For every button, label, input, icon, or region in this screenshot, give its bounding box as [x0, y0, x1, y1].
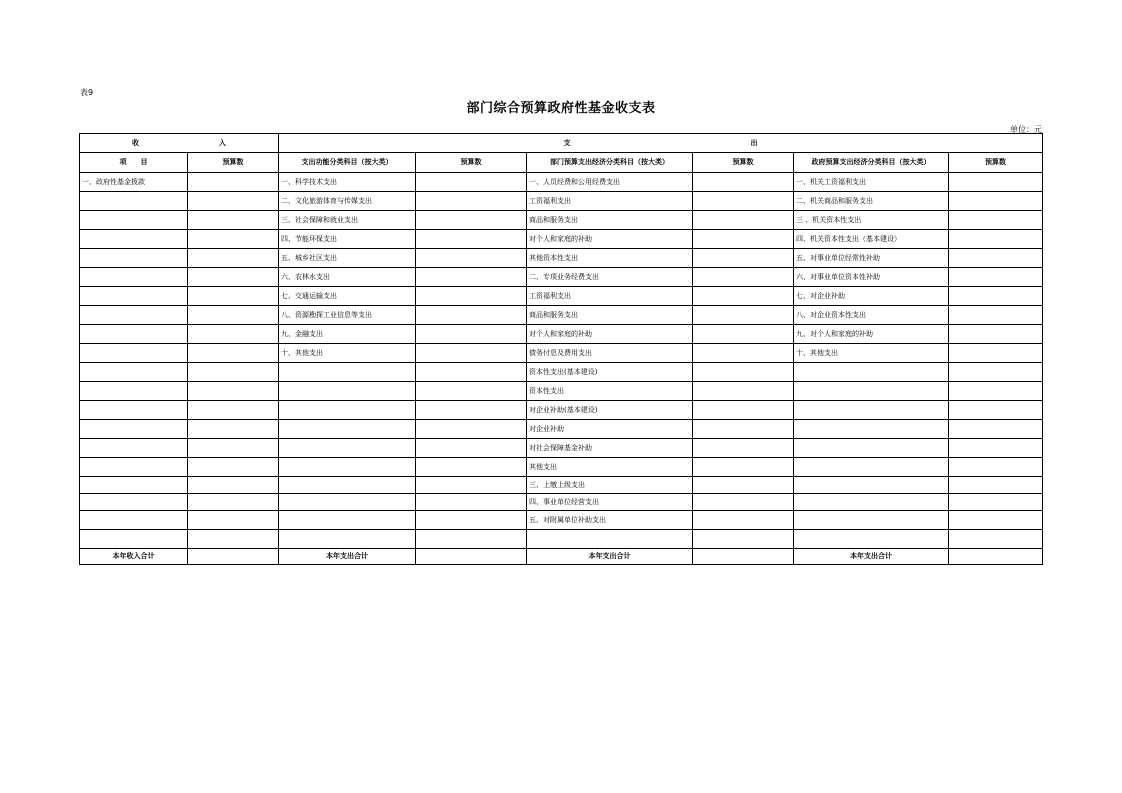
- table-row: [80, 287, 1043, 306]
- func-class-cell: [279, 458, 416, 477]
- gov-econ-cell: [794, 363, 949, 382]
- func-budget-cell: [416, 494, 527, 511]
- gov-econ-cell: [794, 401, 949, 420]
- gov-total-value: [949, 549, 1043, 565]
- dept-budget-cell: [693, 344, 794, 363]
- func-class-cell: [279, 363, 416, 382]
- gov-econ-cell: [794, 511, 949, 530]
- func-class-cell: 十、其他支出: [279, 344, 416, 363]
- func-class-cell: 一、科学技术支出: [279, 173, 416, 192]
- col-func-class: 支出功能分类科目（按大类）: [279, 153, 416, 173]
- table-number: 表9: [80, 88, 94, 97]
- income-item-cell: [80, 249, 188, 268]
- gov-budget-cell: [949, 401, 1043, 420]
- func-budget-cell: [416, 249, 527, 268]
- col-dept-econ-class: 部门预算支出经济分类科目（按大类）: [527, 153, 693, 173]
- income-item-cell: [80, 306, 188, 325]
- col-item-char-1: 项: [119, 158, 127, 166]
- gov-budget-cell: [949, 458, 1043, 477]
- gov-econ-cell: 三 、机关资本性支出: [794, 211, 949, 230]
- func-budget-cell: [416, 344, 527, 363]
- income-item-cell: [80, 230, 188, 249]
- income-item-cell: [80, 325, 188, 344]
- gov-econ-cell: 九、对个人和家庭的补助: [794, 325, 949, 344]
- table-row: [80, 306, 1043, 325]
- income-budget-cell: [188, 230, 279, 249]
- dept-budget-cell: [693, 230, 794, 249]
- table-row: [80, 344, 1043, 363]
- gov-econ-cell: [794, 420, 949, 439]
- dept-econ-cell: 工资福利支出: [527, 287, 693, 306]
- gov-budget-cell: [949, 439, 1043, 458]
- table-row: [80, 530, 1043, 549]
- func-budget-cell: [416, 192, 527, 211]
- income-header-char-1: 收: [132, 138, 139, 147]
- dept-econ-cell: 资本性支出(基本建设): [527, 363, 693, 382]
- col-income-budget: 预算数: [188, 153, 279, 173]
- dept-econ-cell: 商品和服务支出: [527, 211, 693, 230]
- expense-header-char-2: 出: [750, 138, 758, 147]
- income-total-label: 本年收入合计: [80, 549, 188, 565]
- section-header-row: [80, 134, 1043, 153]
- income-budget-cell: [188, 511, 279, 530]
- func-budget-cell: [416, 325, 527, 344]
- gov-econ-cell: 七、对企业补助: [794, 287, 949, 306]
- func-budget-cell: [416, 458, 527, 477]
- income-budget-cell: [188, 401, 279, 420]
- gov-budget-cell: [949, 287, 1043, 306]
- func-budget-cell: [416, 363, 527, 382]
- income-item-cell: [80, 344, 188, 363]
- dept-econ-cell: 二、专项业务经费支出: [527, 268, 693, 287]
- gov-econ-cell: [794, 382, 949, 401]
- func-class-cell: [279, 494, 416, 511]
- income-item-cell: [80, 439, 188, 458]
- func-budget-cell: [416, 230, 527, 249]
- func-class-cell: [279, 511, 416, 530]
- gov-budget-cell: [949, 477, 1043, 494]
- col-gov-budget: 预算数: [949, 153, 1043, 173]
- col-item: [80, 153, 188, 173]
- budget-table: [79, 133, 1043, 565]
- dept-econ-cell: 对个人和家庭的补助: [527, 230, 693, 249]
- income-budget-cell: [188, 211, 279, 230]
- table-row: [80, 173, 1043, 192]
- gov-econ-cell: 四、机关资本性支出（基本建设）: [794, 230, 949, 249]
- table-row: [80, 325, 1043, 344]
- income-item-cell: [80, 382, 188, 401]
- table-row: [80, 401, 1043, 420]
- func-budget-cell: [416, 173, 527, 192]
- income-budget-cell: [188, 325, 279, 344]
- income-item-cell: [80, 401, 188, 420]
- func-budget-cell: [416, 439, 527, 458]
- income-budget-cell: [188, 382, 279, 401]
- dept-econ-cell: 其他支出: [527, 458, 693, 477]
- dept-budget-cell: [693, 287, 794, 306]
- dept-econ-cell: 其他资本性支出: [527, 249, 693, 268]
- func-class-cell: [279, 382, 416, 401]
- dept-econ-cell: 工资福利支出: [527, 192, 693, 211]
- gov-budget-cell: [949, 306, 1043, 325]
- dept-budget-cell: [693, 173, 794, 192]
- dept-total-label: 本年支出合计: [527, 549, 693, 565]
- table-row: [80, 420, 1043, 439]
- income-header-char-2: 入: [219, 138, 226, 147]
- page-title: 部门综合预算政府性基金收支表: [466, 101, 656, 116]
- dept-econ-cell: 对个人和家庭的补助: [527, 325, 693, 344]
- income-item-cell: [80, 363, 188, 382]
- gov-econ-cell: [794, 458, 949, 477]
- func-class-cell: [279, 439, 416, 458]
- gov-budget-cell: [949, 494, 1043, 511]
- dept-budget-cell: [693, 439, 794, 458]
- dept-econ-cell: 对社会保障基金补助: [527, 439, 693, 458]
- income-budget-cell: [188, 458, 279, 477]
- func-class-cell: 三、社会保障和就业支出: [279, 211, 416, 230]
- dept-budget-cell: [693, 249, 794, 268]
- func-budget-cell: [416, 306, 527, 325]
- gov-econ-cell: [794, 494, 949, 511]
- income-item-cell: [80, 287, 188, 306]
- income-item-cell: [80, 268, 188, 287]
- income-item-cell: [80, 494, 188, 511]
- income-total-value: [188, 549, 279, 565]
- gov-budget-cell: [949, 530, 1043, 549]
- gov-budget-cell: [949, 382, 1043, 401]
- expense-header-char-1: 支: [563, 138, 571, 147]
- income-budget-cell: [188, 439, 279, 458]
- gov-econ-cell: [794, 439, 949, 458]
- gov-econ-cell: 二、机关商品和服务支出: [794, 192, 949, 211]
- func-total-label: 本年支出合计: [279, 549, 416, 565]
- income-budget-cell: [188, 306, 279, 325]
- income-section-header: [80, 134, 279, 153]
- dept-econ-cell: 债务付息及费用支出: [527, 344, 693, 363]
- dept-budget-cell: [693, 211, 794, 230]
- dept-budget-cell: [693, 477, 794, 494]
- gov-budget-cell: [949, 249, 1043, 268]
- dept-budget-cell: [693, 306, 794, 325]
- gov-budget-cell: [949, 268, 1043, 287]
- dept-econ-cell: 五、对附属单位补助支出: [527, 511, 693, 530]
- func-class-cell: [279, 401, 416, 420]
- dept-econ-cell: 一、人员经费和公用经费支出: [527, 173, 693, 192]
- table-row: [80, 477, 1043, 494]
- income-budget-cell: [188, 420, 279, 439]
- gov-budget-cell: [949, 511, 1043, 530]
- income-item-cell: [80, 192, 188, 211]
- table-row: [80, 268, 1043, 287]
- gov-budget-cell: [949, 420, 1043, 439]
- gov-budget-cell: [949, 192, 1043, 211]
- table-row: [80, 363, 1043, 382]
- table-row: [80, 211, 1043, 230]
- col-dept-budget: 预算数: [693, 153, 794, 173]
- gov-econ-cell: 一、机关工资福利支出: [794, 173, 949, 192]
- income-budget-cell: [188, 268, 279, 287]
- gov-econ-cell: [794, 530, 949, 549]
- func-budget-cell: [416, 211, 527, 230]
- func-budget-cell: [416, 382, 527, 401]
- dept-budget-cell: [693, 325, 794, 344]
- income-item-cell: [80, 211, 188, 230]
- func-class-cell: 五、城乡社区支出: [279, 249, 416, 268]
- func-total-value: [416, 549, 527, 565]
- dept-budget-cell: [693, 401, 794, 420]
- expense-section-header: [279, 134, 1043, 153]
- column-header-row: [80, 153, 1043, 173]
- income-budget-cell: [188, 249, 279, 268]
- table-row: [80, 439, 1043, 458]
- col-gov-econ-class: 政府预算支出经济分类科目（按大类）: [794, 153, 949, 173]
- dept-econ-cell: 三、上缴上级支出: [527, 477, 693, 494]
- table-row: [80, 511, 1043, 530]
- dept-budget-cell: [693, 268, 794, 287]
- func-budget-cell: [416, 401, 527, 420]
- table-row: [80, 192, 1043, 211]
- dept-budget-cell: [693, 458, 794, 477]
- table-row: [80, 382, 1043, 401]
- func-class-cell: [279, 420, 416, 439]
- dept-total-value: [693, 549, 794, 565]
- dept-budget-cell: [693, 363, 794, 382]
- income-budget-cell: [188, 344, 279, 363]
- func-class-cell: [279, 477, 416, 494]
- col-item-char-2: 目: [140, 158, 148, 166]
- income-item-cell: [80, 530, 188, 549]
- func-class-cell: 八、资源勘探工业信息等支出: [279, 306, 416, 325]
- func-class-cell: 二、文化旅游体育与传媒支出: [279, 192, 416, 211]
- income-item-cell: 一、政府性基金拨款: [80, 173, 188, 192]
- gov-econ-cell: 六、对事业单位资本性补助: [794, 268, 949, 287]
- dept-budget-cell: [693, 511, 794, 530]
- func-class-cell: [279, 530, 416, 549]
- dept-econ-cell: 资本性支出: [527, 382, 693, 401]
- dept-econ-cell: 商品和服务支出: [527, 306, 693, 325]
- income-budget-cell: [188, 192, 279, 211]
- func-budget-cell: [416, 530, 527, 549]
- func-budget-cell: [416, 511, 527, 530]
- dept-econ-cell: 四、事业单位经营支出: [527, 494, 693, 511]
- dept-budget-cell: [693, 420, 794, 439]
- dept-budget-cell: [693, 192, 794, 211]
- gov-total-label: 本年支出合计: [794, 549, 949, 565]
- gov-budget-cell: [949, 211, 1043, 230]
- func-class-cell: 九、金融支出: [279, 325, 416, 344]
- income-budget-cell: [188, 173, 279, 192]
- income-item-cell: [80, 420, 188, 439]
- table-row: [80, 230, 1043, 249]
- gov-budget-cell: [949, 344, 1043, 363]
- gov-econ-cell: [794, 477, 949, 494]
- dept-econ-cell: [527, 530, 693, 549]
- func-class-cell: 六、农林水支出: [279, 268, 416, 287]
- func-budget-cell: [416, 287, 527, 306]
- income-budget-cell: [188, 494, 279, 511]
- func-budget-cell: [416, 477, 527, 494]
- table-row: [80, 458, 1043, 477]
- dept-budget-cell: [693, 530, 794, 549]
- func-budget-cell: [416, 420, 527, 439]
- dept-econ-cell: 对企业补助: [527, 420, 693, 439]
- gov-budget-cell: [949, 363, 1043, 382]
- gov-budget-cell: [949, 173, 1043, 192]
- gov-budget-cell: [949, 325, 1043, 344]
- dept-budget-cell: [693, 382, 794, 401]
- gov-econ-cell: 五、对事业单位经常性补助: [794, 249, 949, 268]
- func-class-cell: 七、交通运输支出: [279, 287, 416, 306]
- dept-budget-cell: [693, 494, 794, 511]
- gov-econ-cell: 十、其他支出: [794, 344, 949, 363]
- func-budget-cell: [416, 268, 527, 287]
- income-budget-cell: [188, 363, 279, 382]
- income-item-cell: [80, 458, 188, 477]
- col-func-budget: 预算数: [416, 153, 527, 173]
- table-row: [80, 494, 1043, 511]
- dept-econ-cell: 对企业补助(基本建设): [527, 401, 693, 420]
- gov-econ-cell: 八、对企业资本性支出: [794, 306, 949, 325]
- income-item-cell: [80, 511, 188, 530]
- totals-row: [80, 549, 1043, 565]
- income-budget-cell: [188, 477, 279, 494]
- gov-budget-cell: [949, 230, 1043, 249]
- table-row: [80, 249, 1043, 268]
- income-item-cell: [80, 477, 188, 494]
- income-budget-cell: [188, 287, 279, 306]
- func-class-cell: 四、节能环保支出: [279, 230, 416, 249]
- income-budget-cell: [188, 530, 279, 549]
- unit-label: 单位：元: [1010, 125, 1042, 134]
